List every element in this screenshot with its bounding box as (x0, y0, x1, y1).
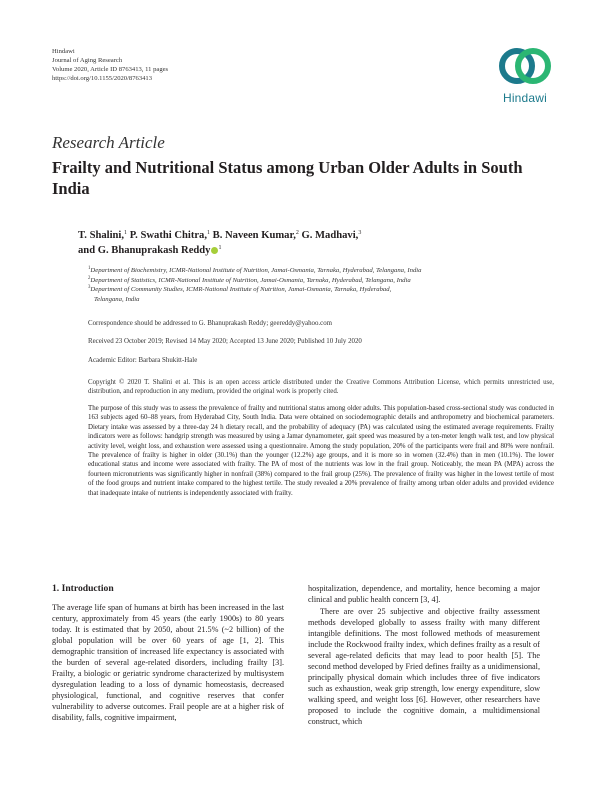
affiliation-3 (88, 285, 556, 295)
paragraph: There are over 25 subjective and objective frailty assessment methods developed globally to assess frailty with many different intangible definitions. The most followed methods of measurement include the Rockwood frailty index, which defines frailty as a result of several age-related deficits that may lead to poor health [5]. The second method developed by Fried defines frailty as a unidimensional, principally physical domain which includes three of five indicators such as exhaustion, weak grip strength, low energy expenditure, slow walking speed, and weight loss [6]. However, other researchers have proposed to include the cognitive domain, a multidimensional construct, which (308, 607, 540, 726)
abstract: The purpose of this study was to assess the prevalence of frailty and nutritional status among older adults. This population-based cross-sectional study was conducted in 163 subjects aged 60–88 years, from Hyderabad City, South India. Data were obtained on sociodemographic details and anthropometry and biochemical parameters. Dietary intake was assessed by a three-day 24 h dietary recall, and the probability of adequacy (PA) was calculated using the estimated average requirements. Frailty indicators were as follows: handgrip strength was measured by using a Jamar dynamometer, gait speed was measured by a ten-meter length walk test, and low physical activity level, weight loss, and exhaustion were assessed using a questionnaire. Among the study population, 20% of the participants were frail and 80% were nonfrail. The prevalence of frailty is higher in older (30.1%) than the younger (12.2%) age groups, and it is more so in women (32.4%) than in men (10.1%). The lower educational status and income were associated with frailty. The PA of most of the nutrients was low in the frail group. Noticeably, the mean PA (MPA) across the fourteen micronutrients was significantly higher in nonfrail (38%) compared to the frail group (25%). The prevalence of frailty was higher in the lowest tertile of most of the food groups and nutrient intake compared to the highest tertile. The study revealed a 20% prevalence of frailty among urban older adults and provided evidence that inadequate intake of nutrients is independently associated with frailty. (88, 405, 554, 497)
affiliation-3-cont: Telangana, India (94, 295, 140, 303)
affil-number: 1 (88, 266, 91, 271)
journal-info (52, 47, 168, 83)
author-affil-mark: 1 (207, 230, 210, 236)
author-list (78, 228, 538, 258)
author-name: and G. Bhanuprakash Reddy (78, 245, 211, 256)
section-heading: 1. Introduction (52, 583, 114, 594)
paragraph: hospitalization, dependence, and mortality, hence becoming a major clinical and public health concern [3, 4]. (308, 584, 540, 604)
author-name: T. Shalini, (78, 230, 125, 241)
article-dates: Received 23 October 2019; Revised 14 May 2020; Accepted 13 June 2020; Published 10 July 2020 (88, 338, 362, 345)
author-affil-mark: 1 (218, 245, 222, 251)
author-affil-mark: 1 (124, 230, 128, 236)
author-affil-mark: 2 (295, 230, 299, 236)
affil-text: Department of Biochemistry, ICMR-National Institute of Nutrition, Jamai-Osmania, Tarnaka, Hyderabad, Telangana, India (90, 267, 422, 274)
article-type: Research Article (52, 133, 165, 152)
affil-number: 3 (88, 285, 91, 291)
author-name: B. Naveen Kumar, (212, 230, 296, 241)
copyright-notice: Copyright © 2020 T. Shalini et al. This is an open access article distributed under the Creative Commons Attribution License, which permits unrestricted use, distribution, and reproduction in any medium, provided the original work is properly cited. (88, 379, 554, 396)
affil-text: Department of Community Studies, ICMR-National Institute of Nutrition, Jamai-Osmania, Tarnaka, Hyderabad, (90, 286, 392, 294)
volume-info: Volume 2020, Article ID 8763413, 11 pages (52, 66, 169, 73)
author-name: G. Madhavi, (301, 230, 359, 241)
affil-text: Department of Statistics, ICMR-National Institute of Nutrition, Jamai-Osmania, Tarnaka, Hyderabad, Telangana, India (90, 276, 411, 284)
affiliations (88, 266, 556, 304)
logo-wordmark: Hindawi (502, 91, 548, 105)
paragraph: The average life span of humans at birth has been increased in the last century, approximately from 45 years (the early 1900s) to 80 years today. It is estimated that by 2050, about 21.5% (~2 billion) of the global population will be over 60 years of age [1, 2]. This demographic transition of increased life expectancy is associated with the burden of several age-related disorders, including frailty [3]. Frailty, a biologic or geriatric syndrome characterized by multisystem dysregulation leading to a loss of dynamic homeostasis, decreased physiological, functional, and cognitive reserves that confer vulnerability to adverse outcomes. Frail people are at a higher risk of disability, falls, cognitive impairment, (52, 603, 284, 722)
publisher-name: Hindawi (52, 48, 75, 55)
article-title: Frailty and Nutritional Status among Urban Older Adults in South India (52, 158, 523, 198)
author-affil-mark: 3 (358, 230, 362, 236)
author-name: P. Swathi Chitra, (129, 230, 207, 241)
left-column (52, 583, 284, 723)
correspondence: Correspondence should be addressed to G. Bhanuprakash Reddy; geereddy@yahoo.com (88, 320, 333, 327)
affiliation-2 (88, 276, 556, 286)
journal-name: Journal of Aging Research (52, 57, 123, 64)
academic-editor: Academic Editor: Barbara Shukitt-Hale (88, 357, 198, 364)
affil-number: 2 (88, 275, 91, 281)
right-column (308, 583, 540, 727)
affiliation-1 (88, 266, 556, 276)
doi-link[interactable]: https://doi.org/10.1155/2020/8763413 (52, 75, 153, 82)
